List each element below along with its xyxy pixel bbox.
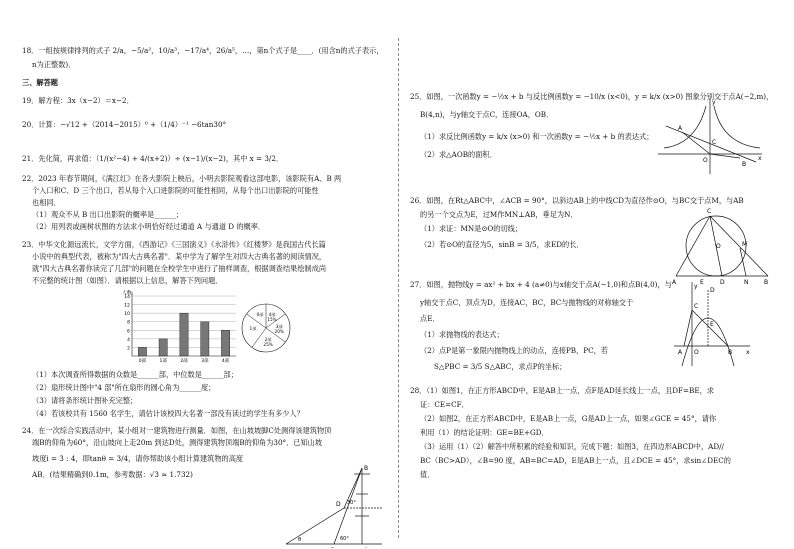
question-23-line2: 小说中的典型代表，被称为"四大古典名著"．某中学为了解学生对四大古典名著的阅读情况，	[32, 252, 327, 261]
question-26-line2: 的另一个交点为E，过M作MN⊥AB，垂足为N．	[420, 210, 578, 219]
x-tick-label: 2部	[180, 359, 188, 364]
question-28-line5: （3）运用（1）（2）解答中所积累的经验和知识，完成下题：如图3，在四边形ABCD中，AD//	[420, 442, 724, 451]
pie-slice-label: 2部	[264, 337, 272, 343]
question-25-line2: B(4,n)，与y轴交于点C，连接OA，OB．	[420, 110, 554, 119]
question-25-part1: （1）求反比例函数y = k/x (x>0) 和一次函数y = −½x + b 的表达式；	[420, 132, 654, 141]
q27-label-x: x	[746, 349, 750, 356]
q27-figure	[672, 280, 752, 368]
q24-label-c	[330, 547, 334, 548]
question-25-line1: 25．如图，一次函数y = −½x + b 与反比例函数y = −10/x (x<0)，y = k/x (x>0) 图象分别交于点A(−2,m)，	[410, 92, 774, 101]
question-22-line3: 也相同．	[32, 198, 61, 207]
pie-slice-percent: 20%	[274, 329, 284, 334]
y-tick-label: 8	[127, 320, 130, 326]
q26-label-b: B	[764, 279, 769, 284]
question-24-line1: 24．在一次综合实践活动中，某小组对一建筑物进行测量．如图，在山坡坡脚C处测得该建筑物顶	[22, 426, 332, 435]
q27-label-y: y	[694, 283, 698, 290]
question-27-line1: 27．如图，抛物线y = ax² + bx + 4 (a≠0)与x轴交于点A(−1,0)和点B(4,0)，与	[410, 280, 672, 289]
column-divider	[398, 38, 399, 538]
pie-slice-percent: 25%	[263, 342, 273, 348]
q26-label-d: D	[720, 279, 725, 284]
question-22-line1: 22．2023 年春节期间，《满江红》在各大影院上映后，小明去影院观看这部电影，该影院有A、B 两	[22, 174, 342, 183]
q24-label-theta: θ	[298, 537, 302, 543]
question-25-part2: （2）求△AOB的面积．	[420, 150, 497, 159]
pie-slice-label: 0部	[256, 312, 264, 318]
q25-label-a: A	[678, 125, 683, 132]
question-23-part2: （2）扇形统计图中"4 部"所在扇形的圆心角为______度；	[32, 383, 216, 392]
bar-2部	[180, 313, 188, 356]
question-28-line6: BC（BC>AD），∠B=90 度，AB=BC=AD，E是AB上一点，且∠DCE = 45°，求sin∠DEC的	[420, 456, 731, 465]
q24-label-60: 60°	[340, 536, 349, 542]
q27-label-a: A	[678, 349, 683, 356]
question-23-part4: （4）若该校共有 1560 名学生，请估计该校四大名著一部没有读过的学生有多少人？	[32, 409, 304, 418]
pie-chart	[236, 298, 300, 358]
q26-label-a: A	[672, 279, 677, 284]
y-tick-label: 12	[124, 303, 130, 309]
question-22-line2: 个入口和C、D 三个出口，若从每个入口进影院的可能性相同，从每个出口出影院的可能性	[32, 186, 319, 195]
x-tick-label: 3部	[201, 359, 209, 364]
x-tick-label: 1部	[159, 359, 167, 364]
q25-label-x: x	[758, 155, 762, 162]
bar-4部	[221, 330, 229, 356]
question-18: 18．一组按规律排列的式子 2/a，−5/a²，10/a³，−17/a⁴，26/a⁵，…，第n个式子是____．(用含n的式子表示，	[22, 46, 384, 55]
y-tick-label: 2	[127, 346, 130, 352]
question-27-part2: （2）点P是第一象限内抛物线上的动点，连接PB，PC，若	[420, 346, 608, 355]
y-tick-label: 10	[124, 312, 130, 318]
q25-label-c: C	[712, 139, 717, 146]
question-28-line2: 证：CE=CF．	[420, 400, 469, 409]
q24-label-d: D	[336, 501, 341, 508]
q26-label-e: E	[700, 279, 704, 284]
q26-figure	[672, 204, 772, 284]
pie-slice-percent: 15%	[267, 317, 277, 323]
question-28-line1: 28．（1）如图1，在正方形ABCD中，E是AB上一点，点F是AD延长线上一点，且DF=BE，求	[410, 386, 714, 395]
question-20: 20．计算：−√12 +（2014−2015）⁰ +（1/4）⁻¹ −6tan30°	[22, 120, 227, 129]
q25-figure	[656, 96, 766, 176]
x-tick-label: 0部	[138, 359, 147, 364]
bar-chart	[118, 288, 242, 366]
q27-label-e: E	[710, 321, 714, 328]
question-22-part2: （2）用列表或画树状图的方法求小明恰好经过通道 A 与通道 D 的概率．	[32, 222, 266, 231]
q26-label-c: C	[707, 208, 712, 215]
question-26-line1: 26．如图，在Rt△ABC中，∠ACB = 90°，以斜边AB上的中线CD为直径作⊙O，与BC交于点M，与AB	[410, 196, 744, 205]
q27-label-o: O	[694, 349, 699, 356]
pie-slice-label: 3部	[275, 324, 283, 329]
question-28-line3: （2）如图2，在正方形ABCD中，E是AB上一点，G是AD上一点，如果∠GCE = 45°，请你	[420, 414, 717, 423]
question-24-line3: 坡度i = 3 : 4，即tanθ = 3/4，请你帮助该小组计算建筑物的高度	[32, 454, 244, 463]
question-23-part1: （1）本次调查所得数据的众数是______部，中位数是______部；	[32, 370, 238, 379]
q26-label-n: N	[744, 279, 749, 284]
question-23-line4: 不完整的统计图（如图）．请根据以上信息，解答下列问题．	[32, 276, 223, 285]
question-26-part1: （1）求证：MN是⊙O的切线；	[420, 224, 523, 233]
pie-slice-label: 4部	[268, 312, 276, 318]
q24-figure	[284, 464, 384, 548]
question-24-line2: 端B的仰角为60°，沿山坡向上走20m 到达D处，测得建筑物顶端B的仰角为30°．已知山坡	[32, 438, 323, 447]
section-heading: 三、解答题	[22, 78, 58, 87]
bar-0部	[138, 347, 146, 356]
question-27-line2: y轴交于点C，顶点为D，连接AC，BC，BC与抛物线的对称轴交于	[420, 298, 634, 307]
pie-slice-label: 1部	[249, 326, 257, 332]
q27-label-d: D	[710, 287, 715, 294]
question-27-part2-cont: S△PBC = 3/5 S△ABC，求点P的坐标；	[434, 362, 567, 371]
q24-label-30: 30°	[347, 500, 356, 506]
q27-label-b: B	[728, 349, 733, 356]
y-tick-label: 6	[127, 329, 130, 335]
question-23-line1: 23．中华文化源远流长，文学方面，《西游记》《三国演义》《水浒传》《红楼梦》是我国古代长篇	[22, 240, 326, 249]
q26-label-o: O	[716, 243, 721, 250]
question-28-line4: 利用（1）的结论证明：GE=BE+GD．	[420, 428, 549, 437]
q27-label-c: C	[694, 303, 699, 310]
question-22-part1: （1）观众不从 B 出口出影院的概率是______；	[32, 210, 183, 219]
q25-label-o: O	[703, 157, 708, 164]
y-tick-label: 14	[124, 295, 130, 300]
question-23-line3: 就"四大古典名著你读完了几部"的问题在全校学生中进行了抽样调查，根据调查结果绘制成尚	[32, 264, 327, 273]
question-21: 21．先化简，再求值：（1/(x²−4) + 4/(x+2)）÷ (x−1)/(x−2)，其中 x = 3/2．	[22, 154, 284, 163]
q24-label-a	[364, 547, 369, 548]
q25-label-b: B	[742, 161, 747, 168]
bar-3部	[201, 322, 209, 356]
q26-label-m: M	[742, 241, 748, 248]
q25-label-y: y	[712, 99, 716, 106]
bar-1部	[159, 339, 167, 356]
question-28-line7: 值．	[420, 470, 435, 479]
question-19: 19．解方程：3x（x−2）＝x−2．	[22, 96, 134, 105]
question-27-line3: 点E．	[420, 314, 440, 323]
question-23-part3: （3）请将条形统计图补充完整；	[32, 396, 138, 405]
question-18-cont: n为正整数)．	[32, 60, 76, 69]
q24-label-b: B	[364, 465, 369, 472]
question-27-part1: （1）求抛物线的表达式；	[420, 330, 504, 339]
question-26-part2: （2）若⊙O的直径为5，sinB = 3/5，求ED的长．	[420, 240, 584, 249]
question-24-line4: AB．(结果精确到0.1m，参考数据：√3 ≈ 1.732)	[32, 470, 193, 479]
y-tick-label: 4	[127, 337, 130, 343]
y-axis-label: 人数	[122, 291, 132, 296]
x-tick-label: 4部	[221, 359, 230, 364]
